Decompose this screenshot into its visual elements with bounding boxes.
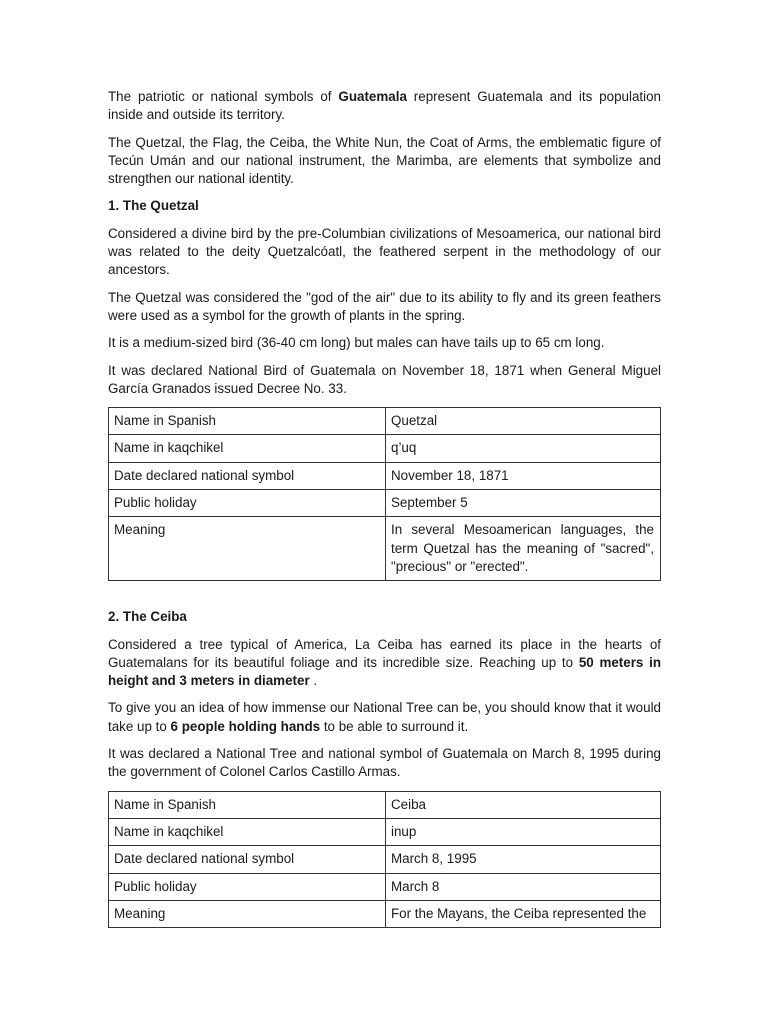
ceiba-size-bold: 50 meters in height and 3 meters in diameter: [108, 654, 661, 689]
ceiba-people-bold: 6 people holding hands: [170, 718, 321, 734]
ceiba-text: To give you an idea of how immense our National Tree can be, you should know that it would take up to: [108, 700, 661, 734]
ceiba-text: Considered a tree typical of America, La Ceiba has earned its place in the hearts of Guatemalans for its beautiful foliage and its incredible size. Reaching up to: [108, 636, 661, 670]
intro-text-cont: represent Guatemala and its population inside and outside its territory.: [108, 89, 661, 123]
table-row: [109, 900, 661, 927]
quetzal-paragraph-4: It was declared National Bird of Guatemala on November 18, 1871 when General Miguel García Granados issued Decree No. 33.: [108, 362, 661, 396]
table-cell-label: Date declared national symbol: [109, 462, 386, 489]
quetzal-paragraph-1: Considered a divine bird by the pre-Columbian civilizations of Mesoamerica, our national bird was related to the deity Quetzalcóatl, the feathered serpent in the methodology of our ancestors.: [108, 225, 661, 278]
table-row: [109, 846, 661, 873]
table-cell-label: Name in kaqchikel: [109, 818, 386, 845]
table-cell-value: In several Mesoamerican languages, the term Quetzal has the meaning of "sacred", "precious" or "erected".: [386, 517, 661, 581]
ceiba-paragraph-1: [108, 636, 661, 691]
table-row: [109, 490, 661, 517]
table-cell-value: November 18, 1871: [386, 462, 661, 489]
table-row: [109, 791, 661, 818]
table-cell-label: Name in kaqchikel: [109, 435, 386, 462]
table-cell-value: inup: [386, 818, 661, 845]
table-cell-label: Date declared national symbol: [109, 846, 386, 873]
table-cell-label: Public holiday: [109, 490, 386, 517]
document-page: [108, 88, 661, 937]
table-cell-value: September 5: [386, 490, 661, 517]
table-cell-label: Name in Spanish: [109, 408, 386, 435]
table-cell-value: q’uq: [386, 435, 661, 462]
table-cell-value: For the Mayans, the Ceiba represented the: [386, 900, 661, 927]
quetzal-heading: 1. The Quetzal: [108, 198, 199, 214]
guatemala-bold: Guatemala: [338, 89, 407, 104]
table-cell-label: Meaning: [109, 517, 386, 581]
quetzal-paragraph-2: The Quetzal was considered the "god of the air" due to its ability to fly and its green feathers were used as a symbol for the growth of plants in the spring.: [108, 289, 661, 323]
table-cell-label: Meaning: [109, 900, 386, 927]
ceiba-text-cont: .: [309, 673, 318, 689]
ceiba-text-cont: to be able to surround it.: [320, 718, 469, 734]
table-row: [109, 818, 661, 845]
table-cell-label: Public holiday: [109, 873, 386, 900]
table-row: [109, 873, 661, 900]
ceiba-heading: 2. The Ceiba: [108, 609, 187, 625]
ceiba-table: [108, 791, 661, 928]
intro-paragraph-1: [108, 88, 661, 125]
table-cell-value: Quetzal: [386, 408, 661, 435]
intro-paragraph-2: The Quetzal, the Flag, the Ceiba, the White Nun, the Coat of Arms, the emblematic figure of Tecún Umán and our national instrument, the Marimba, are elements that symbolize and strengthen our national identity.: [108, 134, 661, 187]
section-spacer: [108, 590, 661, 608]
table-cell-label: Name in Spanish: [109, 791, 386, 818]
table-row: [109, 462, 661, 489]
ceiba-paragraph-2: [108, 699, 661, 736]
table-cell-value: Ceiba: [386, 791, 661, 818]
table-cell-value: March 8, 1995: [386, 846, 661, 873]
table-row: [109, 517, 661, 581]
intro-text: The patriotic or national symbols of: [108, 89, 339, 104]
table-row: [109, 408, 661, 435]
table-row: [109, 435, 661, 462]
quetzal-table: [108, 407, 661, 581]
table-cell-value: March 8: [386, 873, 661, 900]
ceiba-paragraph-3: It was declared a National Tree and national symbol of Guatemala on March 8, 1995 during the government of Colonel Carlos Castillo Armas.: [108, 746, 661, 780]
quetzal-paragraph-3: It is a medium-sized bird (36-40 cm long) but males can have tails up to 65 cm long.: [108, 335, 605, 351]
